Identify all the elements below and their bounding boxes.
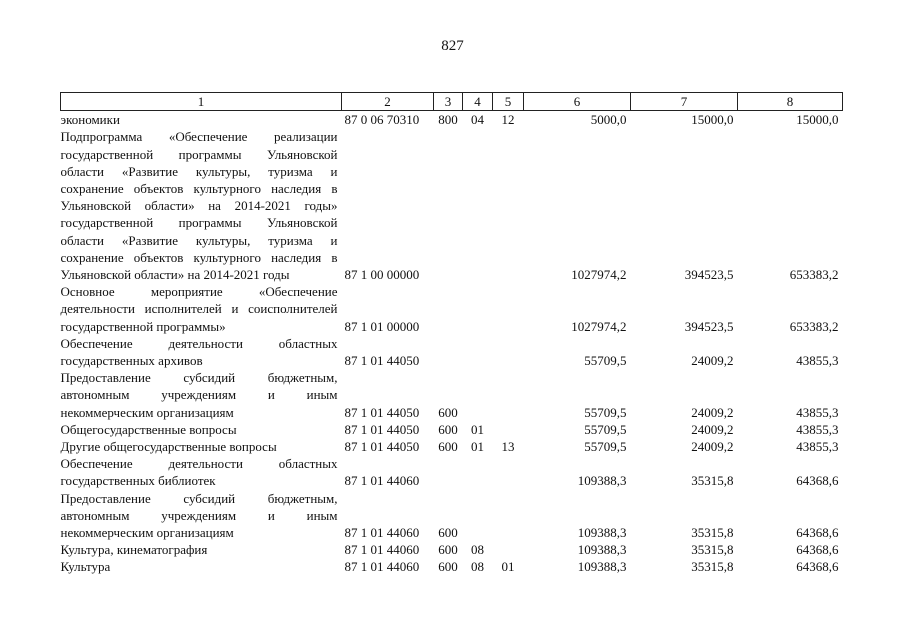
row-value-3: 43855,3 [796, 421, 839, 437]
row-pr: 13 [501, 439, 515, 455]
row-name: Предоставление субсидий бюджетным, автономным учреждениям и иным некоммерческим организациям [60, 370, 338, 420]
table-row [61, 438, 843, 455]
row-value-3: 64368,6 [796, 525, 839, 541]
row-name: Другие общегосударственные вопросы [60, 439, 277, 455]
row-value-2: 24009,2 [691, 353, 734, 369]
table-row [61, 558, 843, 575]
row-name: Обеспечение деятельности областных государственных архивов [60, 335, 338, 369]
row-rz: 04 [471, 112, 484, 128]
row-value-3: 43855,3 [796, 404, 839, 420]
column-header: 3 [434, 93, 463, 111]
row-vr: 600 [438, 421, 458, 437]
row-rz: 08 [471, 542, 484, 558]
row-name: экономики [60, 112, 120, 128]
row-value-1: 55709,5 [584, 353, 627, 369]
row-vr: 600 [438, 439, 458, 455]
column-header: 4 [463, 93, 493, 111]
row-vr: 600 [438, 525, 458, 541]
row-value-3: 653383,2 [789, 267, 839, 283]
row-vr: 600 [438, 404, 458, 420]
row-rz [463, 490, 493, 542]
row-value-3: 64368,6 [796, 559, 839, 575]
row-value-1: 55709,5 [584, 421, 627, 437]
row-vr [434, 335, 463, 369]
row-code: 87 1 00 00000 [344, 267, 420, 283]
row-value-1: 1027974,2 [571, 318, 627, 334]
row-value-1: 5000,0 [590, 112, 627, 128]
row-pr [493, 541, 524, 558]
row-value-1: 109388,3 [577, 542, 627, 558]
row-code: 87 1 01 44050 [344, 439, 420, 455]
row-pr [493, 421, 524, 438]
table-row [61, 128, 843, 283]
table-row [61, 421, 843, 438]
row-value-2: 394523,5 [684, 318, 734, 334]
row-code: 87 1 01 44050 [344, 353, 420, 369]
row-rz: 01 [471, 421, 484, 437]
row-value-3: 653383,2 [789, 318, 839, 334]
row-value-1: 55709,5 [584, 439, 627, 455]
row-value-2: 35315,8 [691, 559, 734, 575]
row-rz: 08 [471, 559, 484, 575]
row-pr [493, 369, 524, 421]
row-vr: 600 [438, 542, 458, 558]
row-name: Основное мероприятие «Обеспечение деятельности исполнителей и соисполнителей государственной программы» [60, 284, 338, 334]
row-value-3: 43855,3 [796, 439, 839, 455]
row-code: 87 1 01 44050 [344, 404, 420, 420]
row-value-2: 24009,2 [691, 439, 734, 455]
row-pr [493, 283, 524, 335]
row-rz [463, 335, 493, 369]
column-header: 7 [631, 93, 738, 111]
row-pr [493, 335, 524, 369]
row-code: 87 1 01 44050 [344, 421, 420, 437]
row-code: 87 1 01 44060 [344, 525, 420, 541]
column-header: 6 [524, 93, 631, 111]
row-name: Культура, кинематография [60, 542, 208, 558]
row-value-3: 15000,0 [796, 112, 839, 128]
row-vr: 800 [438, 112, 458, 128]
row-pr [493, 455, 524, 489]
row-value-1: 109388,3 [577, 473, 627, 489]
table-row [61, 369, 843, 421]
row-value-1: 109388,3 [577, 559, 627, 575]
row-pr: 12 [501, 112, 515, 128]
row-rz [463, 128, 493, 283]
table-row [61, 283, 843, 335]
row-code: 87 1 01 44060 [344, 473, 420, 489]
table-row [61, 541, 843, 558]
row-name: Обеспечение деятельности областных государственных библиотек [60, 456, 338, 489]
table-row [61, 455, 843, 489]
row-value-2: 394523,5 [684, 267, 734, 283]
row-name: Предоставление субсидий бюджетным, автономным учреждениям и иным некоммерческим организациям [60, 490, 338, 541]
row-value-2: 15000,0 [691, 112, 734, 128]
budget-table [60, 92, 843, 576]
row-rz [463, 369, 493, 421]
row-pr: 01 [501, 559, 515, 575]
row-code: 87 1 01 44060 [344, 559, 420, 575]
row-value-2: 35315,8 [691, 542, 734, 558]
row-name: Общегосударственные вопросы [60, 421, 237, 437]
column-header: 8 [738, 93, 843, 111]
row-rz [463, 455, 493, 489]
row-value-3: 43855,3 [796, 353, 839, 369]
row-code: 87 0 06 70310 [344, 112, 420, 128]
row-code: 87 1 01 00000 [344, 318, 420, 334]
table-row [61, 111, 843, 129]
row-value-2: 24009,2 [691, 404, 734, 420]
row-value-1: 55709,5 [584, 404, 627, 420]
row-value-2: 24009,2 [691, 421, 734, 437]
row-value-3: 64368,6 [796, 473, 839, 489]
row-value-1: 109388,3 [577, 525, 627, 541]
column-header: 1 [61, 93, 342, 111]
row-value-1: 1027974,2 [571, 267, 627, 283]
row-rz: 01 [471, 439, 484, 455]
column-header: 5 [493, 93, 524, 111]
row-value-2: 35315,8 [691, 525, 734, 541]
row-value-3: 64368,6 [796, 542, 839, 558]
row-rz [463, 283, 493, 335]
page-number: 827 [441, 38, 464, 54]
row-code: 87 1 01 44060 [344, 542, 420, 558]
table-row [61, 335, 843, 369]
header-row [61, 93, 843, 111]
row-vr [434, 283, 463, 335]
row-pr [493, 490, 524, 542]
row-value-2: 35315,8 [691, 473, 734, 489]
column-header: 2 [342, 93, 434, 111]
row-name: Культура [60, 559, 111, 575]
row-vr [434, 128, 463, 283]
table-row [61, 490, 843, 542]
row-name: Подпрограмма «Обеспечение реализации государственной программы Ульяновской области «Развитие культуры, туризма и сохранение объектов культурного наследия в Ульяновской области» на 2014-2021 годы» государственной программы Ульяновской области «Развитие культуры, туризма и сохранение объектов культурного наследия в Ульяновской области» на 2014-2021 годы [60, 129, 338, 283]
row-vr: 600 [438, 559, 458, 575]
row-pr [493, 128, 524, 283]
row-vr [434, 455, 463, 489]
